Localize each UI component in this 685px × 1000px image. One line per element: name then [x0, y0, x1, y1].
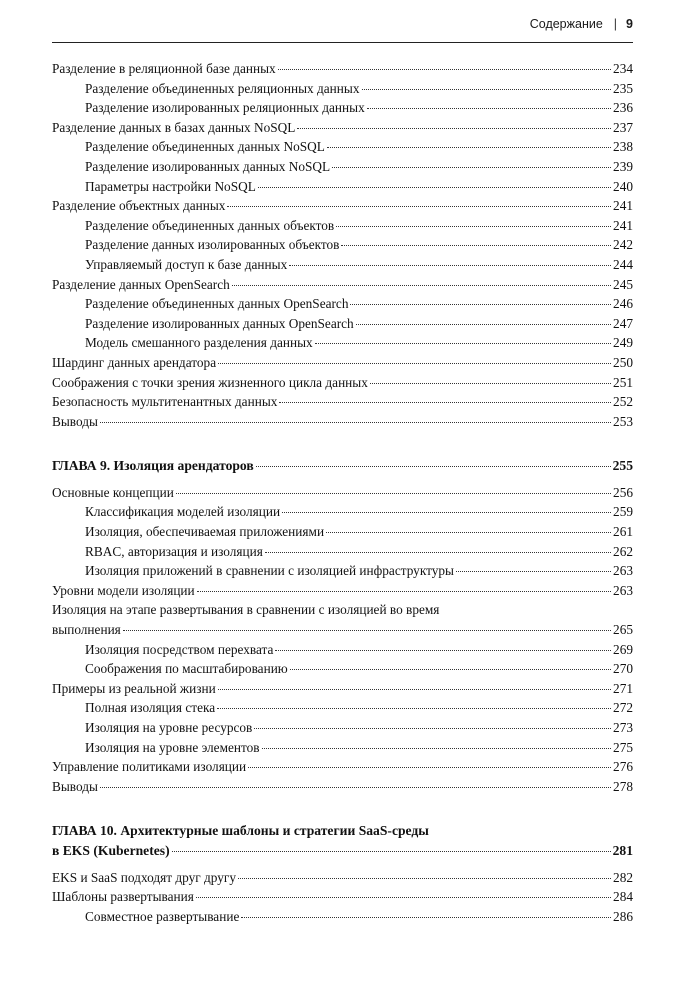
- entry-page: 251: [613, 374, 633, 390]
- entry-title-line1: Изоляция на этапе развертывания в сравнении с изоляцией во время: [52, 602, 440, 618]
- entry-page: 263: [613, 563, 633, 579]
- entry-page: 239: [613, 158, 633, 174]
- dot-leader: [197, 588, 611, 592]
- entry-page: 262: [613, 543, 633, 559]
- entry-page: 244: [613, 256, 633, 272]
- entry-title: Соображения по масштабированию: [85, 661, 288, 677]
- toc-entry[interactable]: [52, 333, 633, 353]
- entry-title: Шардинг данных арендатора: [52, 354, 217, 370]
- chapter-10-heading[interactable]: [52, 821, 633, 860]
- entry-title: Основные концепции: [52, 484, 174, 500]
- entry-title: Изоляция, обеспечиваемая приложениями: [85, 524, 325, 540]
- toc-entry-wrapped[interactable]: [52, 600, 633, 639]
- toc-entry[interactable]: [52, 118, 633, 138]
- chapter-9-heading: [52, 456, 633, 476]
- entry-page: 256: [613, 484, 633, 500]
- dot-leader: [278, 66, 611, 70]
- chapter-page: 255: [612, 458, 633, 474]
- entry-title: Управление политиками изоляции: [52, 759, 247, 775]
- toc-entry[interactable]: [52, 659, 633, 679]
- entry-page: 270: [613, 661, 633, 677]
- chapter-title: ГЛАВА 9. Изоляция арендаторов: [52, 458, 254, 474]
- toc-entry[interactable]: [52, 542, 633, 562]
- entry-title: Разделение объединенных данных NoSQL: [85, 139, 325, 155]
- entry-page: 284: [613, 889, 633, 905]
- toc-entry[interactable]: [52, 216, 633, 236]
- dot-leader: [326, 529, 611, 533]
- dot-leader: [256, 463, 611, 467]
- entry-page: 261: [613, 524, 633, 540]
- dot-leader: [456, 568, 611, 572]
- dot-leader: [241, 914, 611, 918]
- dot-leader: [258, 184, 611, 188]
- dot-leader: [332, 164, 611, 168]
- dot-leader: [341, 242, 611, 246]
- dot-leader: [370, 380, 611, 384]
- toc-entry[interactable]: [52, 373, 633, 393]
- toc-entry[interactable]: [52, 502, 633, 522]
- entry-title: Разделение в реляционной базе данных: [52, 61, 276, 76]
- dot-leader: [123, 627, 611, 631]
- toc-entry[interactable]: [52, 79, 633, 99]
- chapter-title-line2: в EKS (Kubernetes): [52, 842, 170, 858]
- dot-leader: [100, 784, 611, 788]
- chapter-page: 281: [612, 842, 633, 858]
- toc-section-chapter8: [52, 59, 633, 431]
- dot-leader: [356, 321, 611, 325]
- dot-leader: [196, 894, 611, 898]
- entry-page: 275: [613, 739, 633, 755]
- dot-leader: [350, 301, 611, 305]
- entry-title: Выводы: [52, 413, 98, 429]
- entry-page: 282: [613, 869, 633, 885]
- toc-entry[interactable]: [52, 314, 633, 334]
- toc-entry[interactable]: [52, 235, 633, 255]
- entry-title: Разделение объединенных реляционных данных: [85, 80, 360, 96]
- dot-leader: [362, 86, 612, 90]
- entry-title: Управляемый доступ к базе данных: [85, 256, 288, 272]
- toc-entry[interactable]: [52, 868, 633, 888]
- entry-title: EKS и SaaS подходят друг другу: [52, 869, 237, 885]
- dot-leader: [367, 105, 611, 109]
- table-of-contents: [52, 59, 633, 926]
- toc-chapter-entry[interactable]: [52, 456, 633, 476]
- toc-entry[interactable]: [52, 581, 633, 601]
- entry-title: Примеры из реальной жизни: [52, 680, 216, 696]
- toc-entry[interactable]: [52, 718, 633, 738]
- dot-leader: [248, 764, 611, 768]
- toc-entry[interactable]: [52, 561, 633, 581]
- entry-title: Выводы: [52, 778, 98, 794]
- entry-title: Разделение данных в базах данных NoSQL: [52, 119, 296, 135]
- entry-title: Разделение изолированных данных NoSQL: [85, 158, 331, 174]
- toc-entry[interactable]: [52, 255, 633, 275]
- entry-page: 241: [613, 198, 633, 214]
- toc-entry[interactable]: [52, 640, 633, 660]
- entry-title: Безопасность мультитенантных данных: [52, 394, 278, 410]
- entry-page: 245: [613, 276, 633, 292]
- toc-entry[interactable]: [52, 757, 633, 777]
- header-separator: |: [613, 17, 618, 31]
- entry-page: 263: [613, 582, 633, 598]
- toc-entry[interactable]: [52, 137, 633, 157]
- chapter-title-line1: ГЛАВА 10. Архитектурные шаблоны и стратегии SaaS-среды: [52, 823, 429, 839]
- dot-leader: [254, 725, 611, 729]
- entry-page: 271: [613, 680, 633, 696]
- entry-page: 269: [613, 641, 633, 657]
- dot-leader: [315, 340, 611, 344]
- entry-page: 278: [613, 778, 633, 794]
- dot-leader: [100, 419, 611, 423]
- dot-leader: [289, 262, 611, 266]
- dot-leader: [232, 282, 611, 286]
- entry-title: Совместное развертывание: [85, 908, 240, 924]
- dot-leader: [176, 490, 611, 494]
- dot-leader: [172, 848, 611, 852]
- toc-entry[interactable]: [52, 679, 633, 699]
- running-header: [530, 18, 633, 31]
- entry-title: Изоляция приложений в сравнении с изоляцией инфраструктуры: [85, 563, 454, 579]
- toc-entry[interactable]: [52, 275, 633, 295]
- dot-leader: [297, 125, 611, 129]
- entry-page: 246: [613, 296, 633, 312]
- entry-title: Шаблоны развертывания: [52, 889, 194, 905]
- entry-page: 272: [613, 700, 633, 716]
- entry-title: Уровни модели изоляции: [52, 582, 195, 598]
- toc-entry[interactable]: [52, 483, 633, 503]
- toc-entry[interactable]: [52, 522, 633, 542]
- dot-leader: [218, 360, 611, 364]
- entry-page: 247: [613, 315, 633, 331]
- dot-leader: [262, 745, 611, 749]
- entry-title: Полная изоляция стека: [85, 700, 216, 716]
- entry-title: Разделение объединенных данных объектов: [85, 217, 335, 233]
- toc-entry[interactable]: [52, 98, 633, 118]
- toc-entry[interactable]: [52, 777, 633, 797]
- entry-page: 234: [613, 61, 633, 76]
- entry-page: 249: [613, 335, 633, 351]
- dot-leader: [279, 399, 611, 403]
- entry-title: Разделение изолированных реляционных данных: [85, 100, 365, 116]
- entry-page: 241: [613, 217, 633, 233]
- entry-title: Изоляция на уровне ресурсов: [85, 720, 253, 735]
- dot-leader: [217, 705, 611, 709]
- entry-page: 252: [613, 394, 633, 410]
- entry-title-line2: выполнения: [52, 622, 121, 638]
- toc-entry[interactable]: [52, 412, 633, 432]
- entry-title: Разделение данных изолированных объектов: [85, 237, 340, 253]
- toc-entry-line1: [52, 600, 633, 620]
- toc-entry[interactable]: [52, 177, 633, 197]
- toc-entry[interactable]: [52, 907, 633, 927]
- entry-page: 240: [613, 178, 633, 194]
- section-title: Содержание: [529, 17, 603, 31]
- entry-page: 253: [613, 413, 633, 429]
- entry-title: RBAC, авторизация и изоляция: [85, 543, 263, 559]
- toc-entry[interactable]: [52, 59, 633, 79]
- toc-entry-line2: [52, 620, 633, 640]
- toc-entry[interactable]: [52, 698, 633, 718]
- dot-leader: [218, 686, 611, 690]
- entry-title: Разделение объединенных данных OpenSearch: [85, 296, 349, 312]
- dot-leader: [238, 875, 611, 879]
- dot-leader: [265, 549, 611, 553]
- entry-page: 259: [613, 504, 633, 520]
- dot-leader: [275, 647, 611, 651]
- toc-entry[interactable]: [52, 353, 633, 373]
- entry-title: Соображения с точки зрения жизненного цикла данных: [52, 374, 368, 390]
- entry-page: 242: [613, 237, 633, 253]
- entry-title: Разделение данных OpenSearch: [52, 276, 230, 292]
- toc-entry[interactable]: [52, 887, 633, 907]
- entry-page: 276: [613, 759, 633, 775]
- dot-leader: [227, 203, 611, 207]
- entry-page: 265: [613, 622, 633, 638]
- entry-title: Классификация моделей изоляции: [85, 504, 281, 520]
- entry-page: 236: [613, 100, 633, 116]
- toc-entry[interactable]: [52, 196, 633, 216]
- dot-leader: [290, 666, 611, 670]
- entry-title: Изоляция посредством перехвата: [85, 641, 274, 657]
- entry-title: Параметры настройки NoSQL: [85, 178, 256, 194]
- toc-entry[interactable]: [52, 294, 633, 314]
- entry-title: Разделение изолированных данных OpenSearch: [85, 315, 354, 331]
- entry-title: Модель смешанного разделения данных: [85, 335, 313, 351]
- toc-entry[interactable]: [52, 738, 633, 758]
- entry-page: 273: [613, 720, 633, 735]
- chapter-title-line2-row: [52, 841, 633, 861]
- page-number: 9: [626, 17, 633, 31]
- entry-page: 237: [613, 119, 633, 135]
- dot-leader: [282, 509, 611, 513]
- toc-section-chapter10: [52, 868, 633, 927]
- dot-leader: [336, 223, 611, 227]
- header-rule: [52, 42, 633, 43]
- toc-section-chapter9-b: [52, 640, 633, 797]
- entry-page: 286: [613, 908, 633, 924]
- toc-entry[interactable]: [52, 157, 633, 177]
- toc-entry[interactable]: [52, 392, 633, 412]
- dot-leader: [327, 144, 611, 148]
- entry-page: 235: [613, 80, 633, 96]
- toc-section-chapter9-a: [52, 483, 633, 601]
- entry-page: 238: [613, 139, 633, 155]
- entry-title: Разделение объектных данных: [52, 198, 226, 214]
- entry-page: 250: [613, 354, 633, 370]
- entry-title: Изоляция на уровне элементов: [85, 739, 260, 755]
